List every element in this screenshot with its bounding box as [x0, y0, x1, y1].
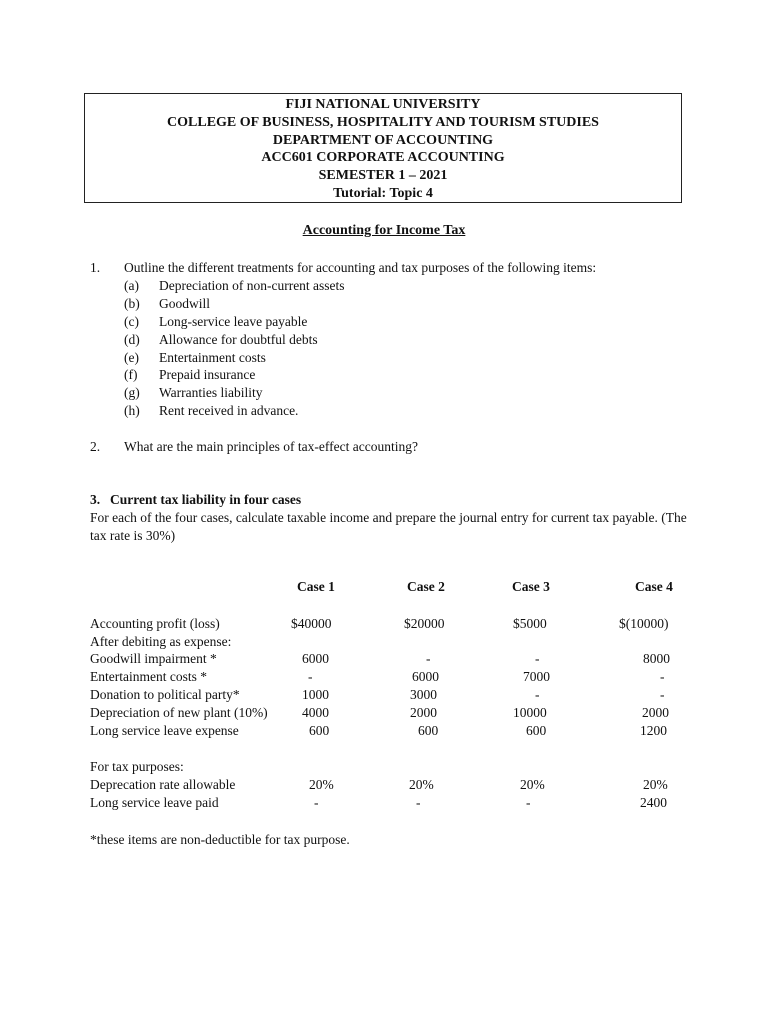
row-label: Long service leave paid: [90, 795, 219, 810]
row-label: Long service leave expense: [90, 723, 239, 738]
table-row: [90, 758, 690, 776]
cell: 8000: [643, 651, 670, 666]
table-row: [90, 668, 690, 686]
cell: -: [535, 687, 540, 702]
column-header: Case 3: [512, 579, 550, 594]
cell: 20%: [409, 777, 434, 792]
cell: 2400: [640, 795, 667, 810]
table-row: [90, 794, 690, 812]
cell: 600: [309, 723, 330, 738]
cell: $(10000): [619, 616, 669, 631]
table-row: [90, 633, 690, 651]
cell: 600: [418, 723, 439, 738]
cell: 20%: [643, 777, 668, 792]
q1-item-text: Rent received in advance.: [159, 403, 299, 418]
course-name: ACC601 CORPORATE ACCOUNTING: [261, 150, 505, 166]
q3-number: 3.: [90, 492, 101, 507]
cell: 1000: [302, 687, 329, 702]
table-row: [90, 650, 690, 668]
cell: 3000: [410, 687, 437, 702]
q1-item-letter: (g): [124, 385, 140, 400]
q1-item-text: Entertainment costs: [159, 350, 266, 365]
semester: SEMESTER 1 – 2021: [318, 168, 448, 184]
cell: 4000: [302, 705, 329, 720]
cell: -: [426, 651, 431, 666]
row-label: Entertainment costs *: [90, 669, 207, 684]
cell: 2000: [642, 705, 669, 720]
cell: 2000: [410, 705, 437, 720]
q1-item-letter: (f): [124, 367, 138, 382]
table-row: [90, 686, 690, 704]
footnote: *these items are non-deductible for tax purpose.: [90, 832, 350, 847]
cell: 6000: [302, 651, 329, 666]
cell: $5000: [513, 616, 547, 631]
cell: -: [660, 669, 665, 684]
column-header: Case 4: [635, 579, 673, 594]
q1-item-letter: (h): [124, 403, 140, 418]
cell: -: [535, 651, 540, 666]
q1-item-letter: (d): [124, 332, 140, 347]
row-label: After debiting as expense:: [90, 634, 232, 649]
row-label: Depreciation of new plant (10%): [90, 705, 268, 720]
q1-item-text: Goodwill: [159, 296, 211, 311]
q1-text: Outline the different treatments for accounting and tax purposes of the following items:: [124, 260, 597, 275]
q2-text: What are the main principles of tax-effect accounting?: [124, 439, 418, 454]
cell: 20%: [520, 777, 545, 792]
q1-item-text: Long-service leave payable: [159, 314, 308, 329]
q1-number: 1.: [90, 260, 101, 275]
row-label: Goodwill impairment *: [90, 651, 217, 666]
row-label: For tax purposes:: [90, 759, 184, 774]
table-row: [90, 776, 690, 794]
column-header: Case 1: [297, 579, 335, 594]
cell: -: [660, 687, 665, 702]
q3-heading: Current tax liability in four cases: [110, 492, 302, 507]
cell: -: [314, 795, 319, 810]
cell: 600: [526, 723, 547, 738]
cell: -: [308, 669, 313, 684]
page-title: Accounting for Income Tax: [302, 223, 466, 238]
tutorial-topic: Tutorial: Topic 4: [333, 185, 433, 201]
table-row: [90, 704, 690, 722]
cell: 10000: [513, 705, 547, 720]
table-header-row: [90, 578, 690, 596]
q1-item-letter: (b): [124, 296, 140, 311]
cell: -: [416, 795, 421, 810]
q1-item-text: Depreciation of non-current assets: [159, 278, 345, 293]
university-name: FIJI NATIONAL UNIVERSITY: [285, 97, 481, 112]
table-row: [90, 615, 690, 633]
college-name: COLLEGE OF BUSINESS, HOSPITALITY AND TOURISM STUDIES: [167, 114, 599, 130]
cell: 7000: [523, 669, 550, 684]
q1-item-letter: (e): [124, 350, 139, 365]
q1-item-text: Warranties liability: [159, 385, 263, 400]
cell: $40000: [291, 616, 332, 631]
q1-item-letter: (c): [124, 314, 139, 329]
row-label: Donation to political party*: [90, 687, 240, 702]
q2-number: 2.: [90, 439, 101, 454]
table-row: [90, 722, 690, 740]
cell: 6000: [412, 669, 439, 684]
q1-item-text: Allowance for doubtful debts: [159, 332, 318, 347]
q1-item-letter: (a): [124, 278, 139, 293]
cell: 20%: [309, 777, 334, 792]
cell: -: [526, 795, 531, 810]
cell: $20000: [404, 616, 445, 631]
q3-intro: For each of the four cases, calculate taxable income and prepare the journal entry for current tax payable. (The tax rate is 30%): [90, 510, 687, 543]
header-box: [84, 93, 682, 203]
column-header: Case 2: [407, 579, 445, 594]
row-label: Accounting profit (loss): [90, 616, 220, 631]
row-label: Deprecation rate allowable: [90, 777, 236, 792]
q1-item-text: Prepaid insurance: [159, 367, 256, 382]
cell: 1200: [640, 723, 667, 738]
department-name: DEPARTMENT OF ACCOUNTING: [272, 132, 494, 148]
